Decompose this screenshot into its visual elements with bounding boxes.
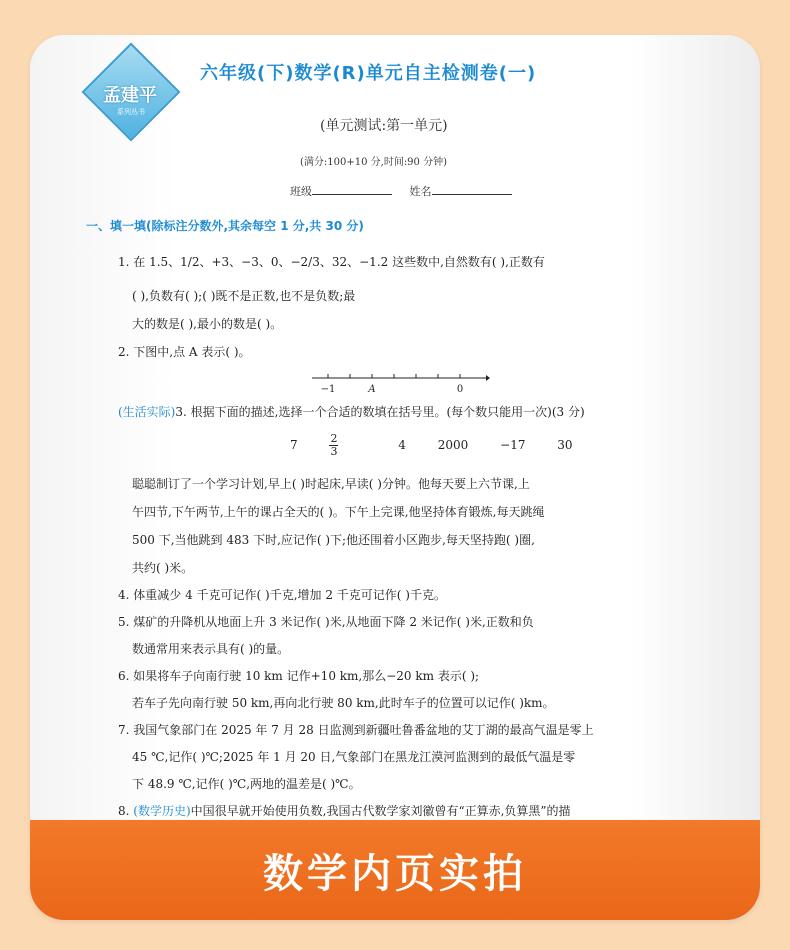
- q3-line1: [118, 405, 585, 419]
- fraction-denominator: 3: [330, 445, 338, 458]
- page-card: [30, 35, 760, 920]
- choice-7: 7: [290, 438, 298, 452]
- choice-4: 4: [398, 438, 406, 452]
- numline-label-0: 0: [456, 384, 464, 395]
- q8-line1: [118, 804, 571, 818]
- class-blank: [312, 194, 392, 195]
- q6-line2: 若车子先向南行驶 50 km,再向北行驶 80 km,此时车子的位置可以记作( )km。: [132, 696, 555, 710]
- section-heading: 一、填一填(除标注分数外,其余每空 1 分,共 30 分): [86, 219, 364, 233]
- q3-text: 3. 根据下面的描述,选择一个合适的数填在括号里。(每个数只能用一次)(3 分): [175, 405, 585, 419]
- q3-p2: 午四节,下午两节,上午的课占全天的( )。下午上完课,他坚持体育锻炼,每天跳绳: [132, 505, 545, 519]
- name-label: 姓名: [409, 185, 432, 198]
- banner-text: 数学内页实拍: [263, 850, 527, 897]
- name-blank: [432, 194, 512, 195]
- logo-subtext: 系列丛书: [117, 108, 145, 116]
- q5-line1: 5. 煤矿的升降机从地面上升 3 米记作( )米,从地面下降 2 米记作( )米,正数和负: [118, 615, 534, 629]
- q1-line2: ( ),负数有( );( )既不是正数,也不是负数;最: [132, 289, 356, 303]
- q1-line3: 大的数是( ),最小的数是( )。: [132, 317, 283, 331]
- bottom-banner: [30, 820, 760, 920]
- exam-subtitle: (单元测试:第一单元): [320, 118, 448, 134]
- q8-text: 中国很早就开始使用负数,我国古代数学家刘徽曾有“正算赤,负算黑”的描: [190, 804, 571, 818]
- numline-label-a: A: [368, 384, 376, 395]
- q7-line2: 45 ℃,记作( )℃;2025 年 1 月 20 日,气象部门在黑龙江漠河监测到的最低气温是零: [132, 750, 576, 764]
- q3-p4: 共约( )米。: [132, 561, 194, 575]
- q4: 4. 体重减少 4 千克可记作( )千克,增加 2 千克可记作( )千克。: [118, 588, 446, 602]
- choice-2000: 2000: [437, 438, 469, 452]
- choice-neg17: −17: [500, 438, 526, 452]
- q3-p3: 500 下,当他跳到 483 下时,应记作( )下;他还围着小区跑步,每天坚持跑( )圈,: [132, 533, 535, 547]
- numline-label-neg1: −1: [320, 384, 336, 395]
- choice-numbers: [290, 433, 601, 458]
- number-line-figure: [310, 368, 490, 398]
- choice-30: 30: [557, 438, 573, 452]
- choice-fraction: [329, 433, 366, 458]
- q3-p1: 聪聪制订了一个学习计划,早上( )时起床,早读( )分钟。他每天要上六节课,上: [132, 477, 530, 491]
- class-label: 班级: [290, 185, 312, 198]
- q5-line2: 数通常用来表示具有( )的量。: [132, 642, 290, 656]
- q8-number: 8.: [118, 804, 134, 818]
- q2: 2. 下图中,点 A 表示( )。: [118, 345, 251, 359]
- q6-line1: 6. 如果将车子向南行驶 10 km 记作+10 km,那么−20 km 表示( );: [118, 669, 480, 683]
- exam-title: 六年级(下)数学(R)单元自主检测卷(一): [200, 63, 537, 84]
- q3-tag: (生活实际): [118, 405, 176, 419]
- q1-line1: 1. 在 1.5、1/2、+3、−3、0、−2/3、32、−1.2 这些数中,自然数有( ),正数有: [118, 255, 545, 269]
- q7-line1: 7. 我国气象部门在 2025 年 7 月 28 日监测到新疆吐鲁番盆地的艾丁湖的最高气温是零上: [118, 723, 594, 737]
- class-name-row: [290, 183, 526, 199]
- fraction-numerator: 2: [330, 432, 338, 445]
- exam-meta: (满分:100+10 分,时间:90 分钟): [300, 157, 447, 168]
- exam-page: [30, 35, 760, 920]
- q8-tag: (数学历史): [133, 804, 191, 818]
- q7-line3: 下 48.9 ℃,记作( )℃,两地的温差是( )℃。: [132, 777, 361, 791]
- logo-text: 孟建平: [103, 85, 157, 106]
